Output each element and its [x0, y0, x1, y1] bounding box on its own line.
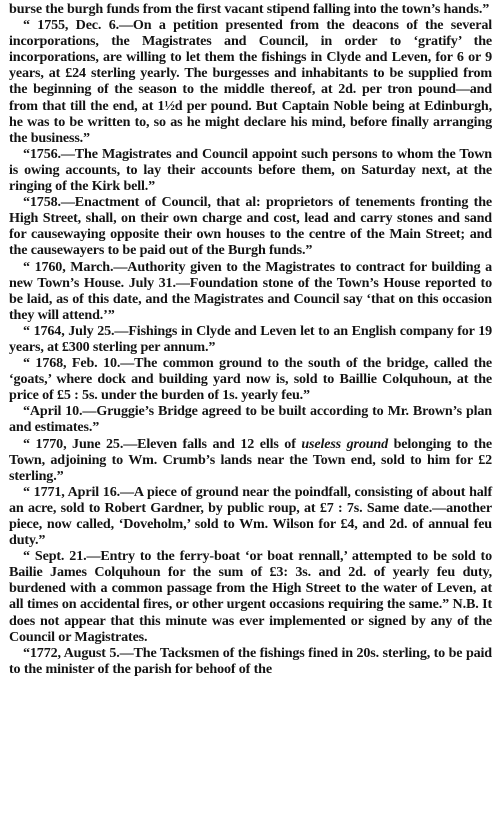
- paragraph-1764-fishings-let: “ 1764, July 25.—Fishings in Clyde and Leven let to an English company for 19 years, at £300 sterling per annum.”: [9, 322, 492, 355]
- paragraph-1755-fishings: “ 1755, Dec. 6.—On a petition presented from the deacons of the several incorporations, the Magistrates and Council, in order to ‘gratify’ the incorporations, are willing to let them the fishings in Clyde and Leven, for 6 or 9 years, at £24 sterling yearly. The burgesses and inhabitants to be supplied from the beginning of the season to the middle thereof, at 2d. per tron pound—and from that till the end, at 1½d per pound. But Captain Noble being at Edinburgh, he was to be written to, so as he might declare his mind, before finally arranging the business.”: [9, 17, 492, 146]
- paragraph-continuation: burse the burgh funds from the first vacant stipend falling into the town’s hands.”: [9, 1, 490, 17]
- paragraph-1758-causewaying: “1758.—Enactment of Council, that al: proprietors of tenements fronting the High Street, shall, on their own charge and cost, lead and carry stones and sand for causewaying opposite their own houses to the centre of the Main Street; and the causewayers to be paid out of the Burgh funds.”: [9, 194, 492, 259]
- paragraph-gruggies-bridge: “April 10.—Gruggie’s Bridge agreed to be built according to Mr. Brown’s plan and estimates.”: [9, 403, 492, 436]
- paragraph-1760-towns-house: “ 1760, March.—Authority given to the Magistrates to contract for building a new Town’s House. July 31.—Foundation stone of the Town’s House reported to be laid, as of this date, and the Magistrates and Council say ‘that on this occasion they will attend.’”: [9, 258, 492, 323]
- paragraph-1772-tacksmen: “1772, August 5.—The Tacksmen of the fishings fined in 20s. sterling, to be paid to the minister of the parish for behoof of the: [9, 644, 492, 677]
- paragraph-1770-useless-ground: “ 1770, June 25.—Eleven falls and 12 ells of useless ground belonging to the Town, adjoining to Wm. Crumb’s lands near the Town end, sold to him for £2 sterling.”: [9, 435, 492, 484]
- paragraph-1756-accounts: “1756.—The Magistrates and Council appoint such persons to whom the Town is owing accounts, to lay their accounts before them, on Saturday next, at the ringing of the Kirk bell.”: [9, 145, 492, 195]
- paragraph-1768-goats-ground: “ 1768, Feb. 10.—The common ground to the south of the bridge, called the ‘goats,’ where dock and building yard now is, sold to Baillie Colquhoun, at the price of £5 : 5s. under the burden of 1s. yearly feu.”: [9, 355, 492, 404]
- paragraph-ferry-boat: “ Sept. 21.—Entry to the ferry-boat ‘or boat rennall,’ attempted to be sold to Bailie James Colquhoun for the sum of £3: 3s. and 2d. of yearly feu duty, burdened with a common passage from the High Street to the water of Leven, at all times on accidental fires, or other urgent occasions requiring the same.” N.B. It does not appear that this minute was ever implemented or signed by any of the Council or Magistrates.: [9, 548, 492, 645]
- paragraph-1771-doveholm: “ 1771, April 16.—A piece of ground near the poindfall, consisting of about half an acre, sold to Robert Gardner, by public roup, at £7 : 7s. Same date.—another piece, now called, ‘Doveholm,’ sold to Wm. Wilson for £4, and 2d. of annual feu duty.”: [9, 483, 492, 549]
